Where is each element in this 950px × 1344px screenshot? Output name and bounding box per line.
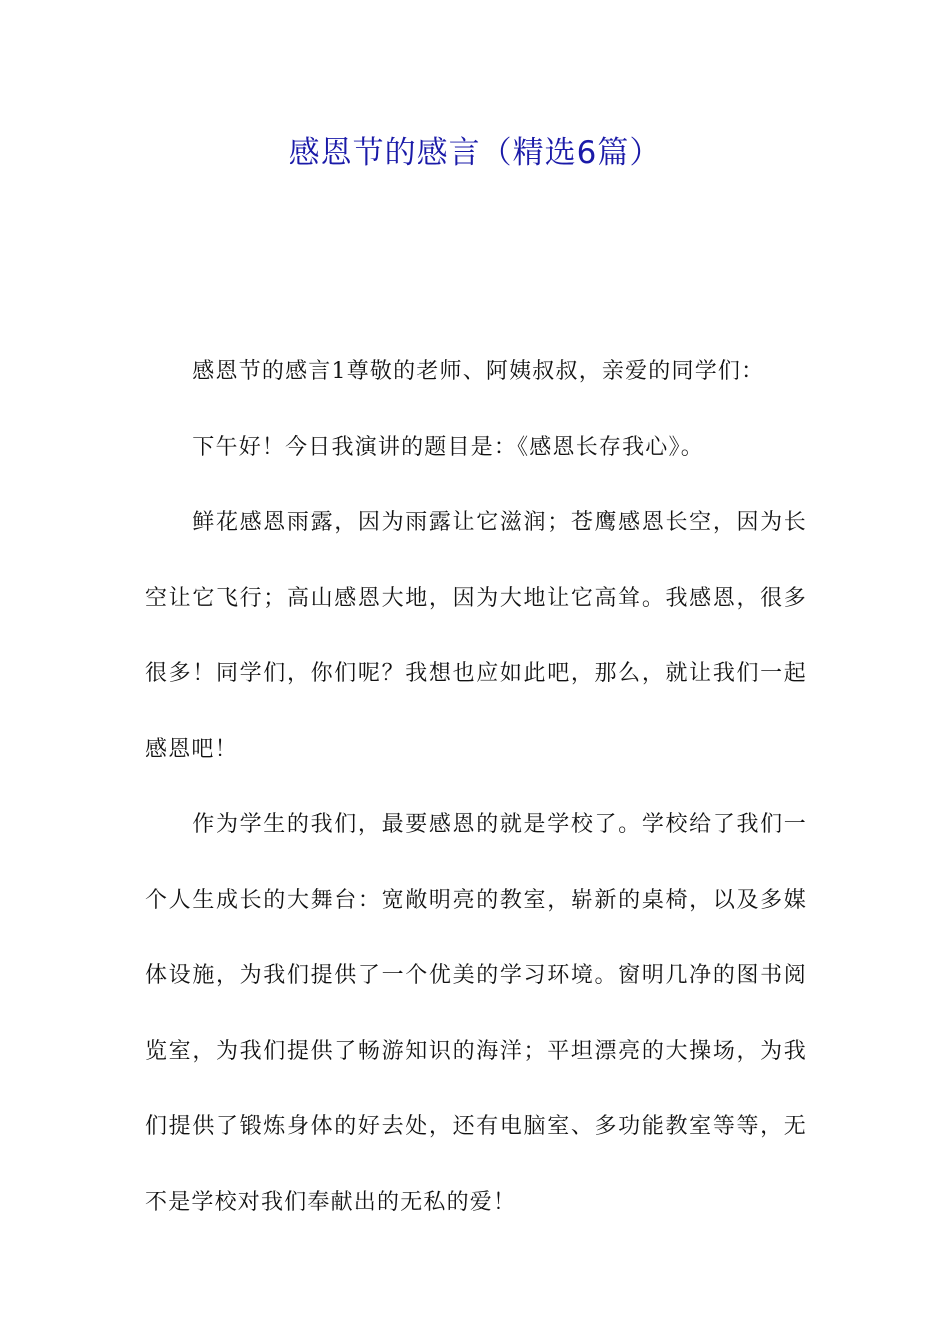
- paragraph-greeting: 感恩节的感言1尊敬的老师、阿姨叔叔，亲爱的同学们：: [192, 359, 765, 384]
- document-body: [145, 334, 807, 1240]
- paragraph-gratitude-school: 作为学生的我们，最要感恩的就是学校了。学校给了我们一个人生成长的大舞台：宽敞明亮的教室，崭新的桌椅，以及多媒体设施，为我们提供了一个优美的学习环境。窗明几净的图书阅览室，为我们提供了畅游知识的海洋；平坦漂亮的大操场，为我们提供了锻炼身体的好去处，还有电脑室、多功能教室等等，无不是学校对我们奉献出的无私的爱！: [145, 812, 807, 1215]
- paragraph-opening: 下午好！今日我演讲的题目是：《感恩长存我心》。: [192, 434, 704, 460]
- paragraph-gratitude-nature: 鲜花感恩雨露，因为雨露让它滋润；苍鹰感恩长空，因为长空让它飞行；高山感恩大地，因为大地让它高耸。我感恩，很多很多！同学们，你们呢？我想也应如此吧，那么，就让我们一起感恩吧！: [145, 510, 807, 762]
- document-title: 感恩节的感言（精选6篇）: [288, 135, 662, 171]
